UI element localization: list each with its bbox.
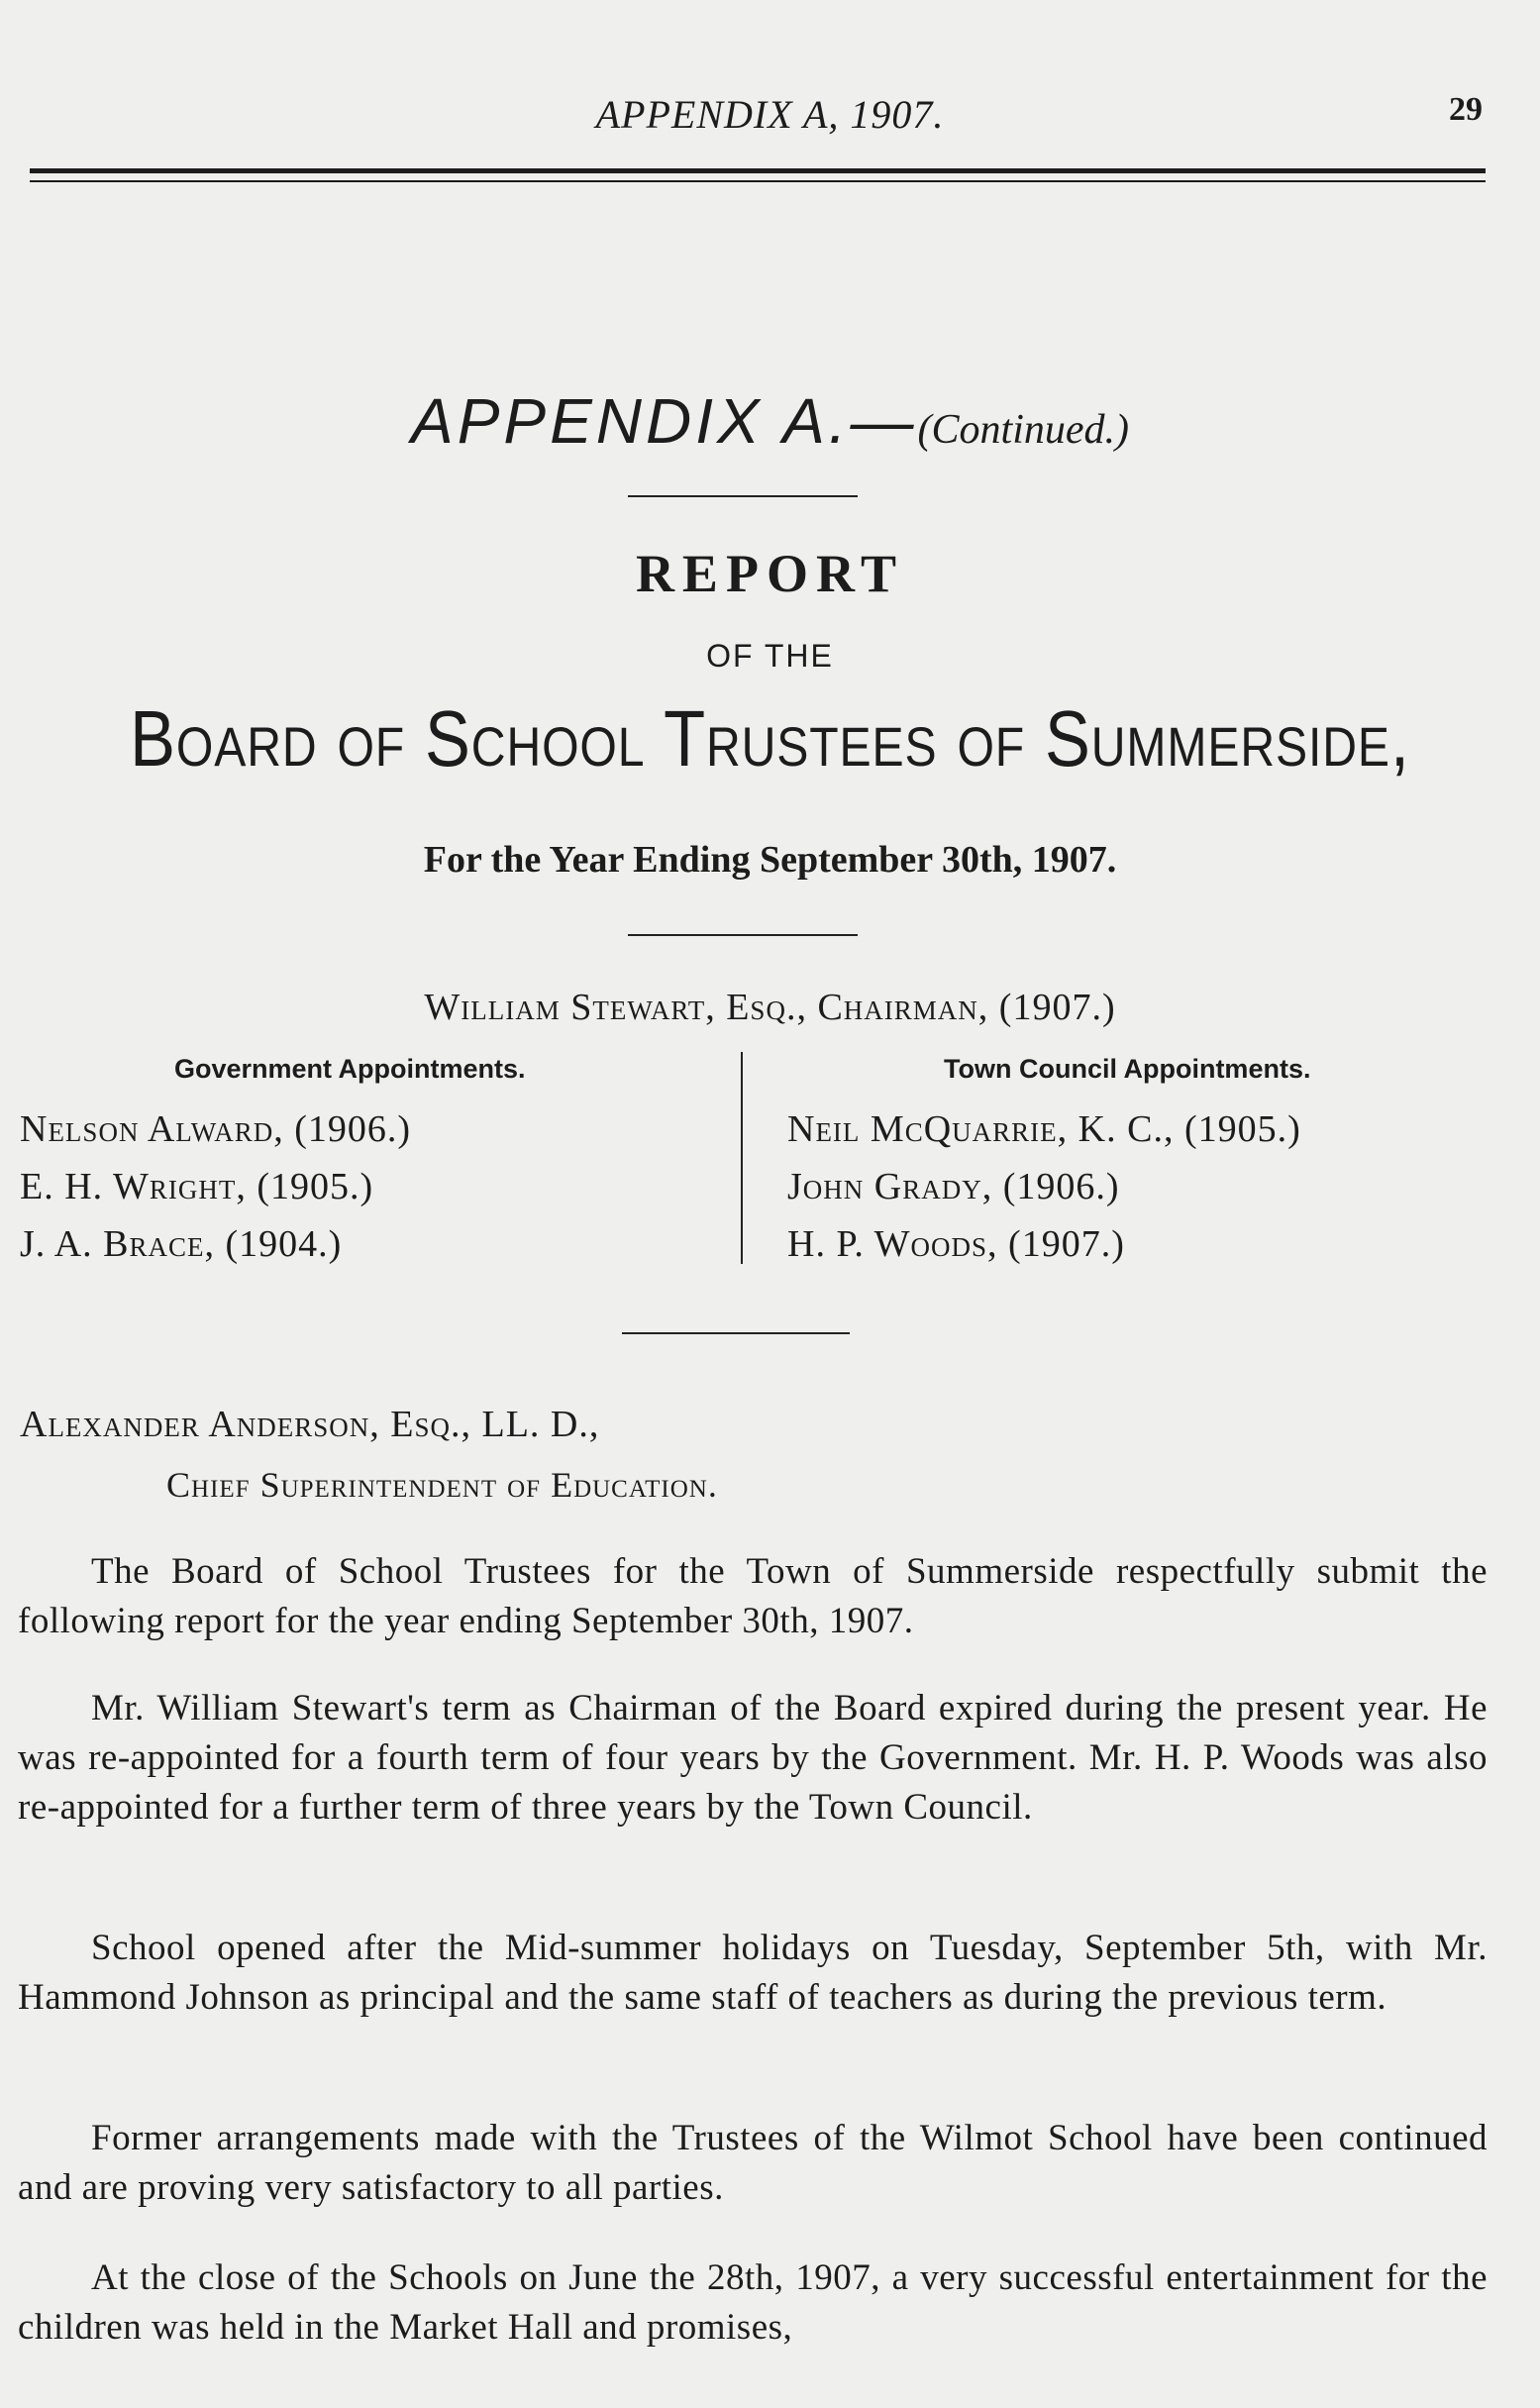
appendix-heading (0, 384, 1540, 458)
government-member: E. H. Wright, (1905.) (20, 1166, 374, 1207)
town-council-member: H. P. Woods, (1907.) (787, 1223, 1125, 1265)
appendix-label: APPENDIX A.— (411, 385, 918, 457)
body-paragraph: At the close of the Schools on June the 28th, 1907, a very successful entertainment for the children was held in the Market Hall and promises, (18, 2257, 1488, 2348)
body-paragraph: Mr. William Stewart's term as Chairman of the Board expired during the present year. He was re-appointed for a fourth term of four years by the Government. Mr. H. P. Woods was also re-appointed for a further term of three years by the Town Council. (18, 1688, 1488, 1828)
board-title: Board of School Trustees of Summerside, (130, 694, 1410, 783)
divider-rule (628, 934, 858, 936)
divider-rule (628, 495, 858, 497)
town-council-appointments-heading: Town Council Appointments. (944, 1054, 1311, 1084)
page-number: 29 (1449, 91, 1483, 128)
running-head (0, 91, 1540, 151)
body-paragraph: The Board of School Trustees for the Town of Summerside respectfully submit the following report for the year ending September 30th, 1907. (18, 1551, 1488, 1641)
town-council-member: Neil McQuarrie, K. C., (1905.) (787, 1108, 1301, 1150)
government-member: J. A. Brace, (1904.) (20, 1223, 343, 1265)
addressee-title: Chief Superintendent of Education. (166, 1465, 718, 1505)
running-head-title: APPENDIX A, 1907. (595, 92, 945, 137)
government-member: Nelson Alward, (1906.) (20, 1108, 412, 1150)
report-title: REPORT (635, 544, 905, 603)
continued-label: (Continued.) (917, 407, 1129, 453)
year-ending-line: For the Year Ending September 30th, 1907. (423, 839, 1117, 881)
body-paragraph: Former arrangements made with the Trustees of the Wilmot School have been continued and are proving very satisfactory to all parties. (18, 2118, 1488, 2208)
addressee-name: Alexander Anderson, Esq., LL. D., (20, 1404, 600, 1445)
of-the-line: OF THE (706, 638, 834, 674)
chairman-line: William Stewart, Esq., Chairman, (1907.) (424, 987, 1116, 1028)
column-divider (741, 1052, 743, 1264)
header-rule-thin (30, 180, 1486, 182)
government-appointments-heading: Government Appointments. (174, 1054, 526, 1084)
header-rule-thick (30, 168, 1486, 173)
divider-rule (622, 1332, 850, 1334)
body-paragraph: School opened after the Mid-summer holidays on Tuesday, September 5th, with Mr. Hammond Johnson as principal and the same staff of teachers as during the previous term. (18, 1928, 1488, 2018)
town-council-member: John Grady, (1906.) (787, 1166, 1120, 1207)
